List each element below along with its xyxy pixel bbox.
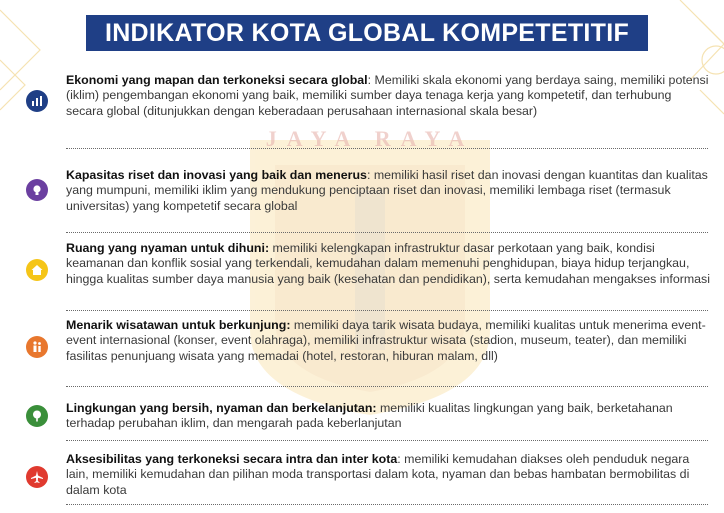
lightbulb-icon	[26, 179, 48, 201]
divider	[66, 232, 708, 233]
divider	[66, 148, 708, 149]
indicator-description: memiliki hasil riset dan inovasi dengan kuantitas dan kualitas yang mumpuni, memiliki iklim yang mendukung penciptaan riset dan inovasi, memiliki lembaga riset (termasuk universitas) yang kompetetif secara global	[66, 168, 708, 213]
indicator-heading: Aksesibilitas yang terkoneksi secara intra dan inter kota	[66, 452, 398, 466]
indicator-text: Kapasitas riset dan inovasi yang baik dan menerus: memiliki hasil riset dan inovasi dengan kuantitas dan kualitas yang mumpuni, memiliki iklim yang mendukung penciptaan riset dan inovasi, memiliki lembaga riset (termasuk universitas) yang kompetetif secara global	[66, 168, 708, 213]
page-title: INDIKATOR KOTA GLOBAL KOMPETETITIF	[86, 15, 648, 51]
indicator-text	[66, 241, 711, 287]
indicator-text: Ekonomi yang mapan dan terkoneksi secara global: Memiliki skala ekonomi yang berdaya saing, memiliki potensi (iklim) pengembangan ekonomi yang baik, memiliki sumber daya tenaga kerja yang kompetetif, dan terhubung secara global (ditunjukkan dengan keberadaan perusahaan internasional skala besar)	[66, 73, 709, 118]
divider	[66, 440, 708, 441]
divider	[66, 386, 708, 387]
indicator-heading: Ekonomi yang mapan dan terkoneksi secara global	[66, 73, 368, 87]
indicator-description: Memiliki skala ekonomi yang berdaya saing, memiliki potensi (iklim) pengembangan ekonomi yang baik, memiliki sumber daya tenaga kerja yang kompetetif, dan terhubung secara global (ditunjukkan dengan keberadaan perusahaan internasional skala besar)	[66, 73, 709, 118]
indicator-text	[66, 401, 711, 432]
watermark-text: JAYA RAYA	[265, 126, 475, 151]
indicator-text	[66, 318, 711, 364]
indicator-description: memiliki kelengkapan infrastruktur dasar perkotaan yang baik, kondisi keamanan dan konflik sosial yang terkendali, kemudahan dalam memenuhi penghidupan, biaya hidup terjangkau, hingga kualitas sumber daya manusia yang baik (kesehatan dan pendidikan), serta kemudahan mengakses informasi	[66, 241, 711, 286]
indicator-heading: Menarik wisatawan untuk berkunjung:	[66, 318, 291, 332]
indicator-description: memiliki kualitas lingkungan yang baik, berketahanan terhadap perubahan iklim, dan mengarah pada keberlanjutan	[66, 401, 673, 431]
tourist-icon	[26, 336, 48, 358]
tree-icon	[26, 405, 48, 427]
indicator-description: memiliki daya tarik wisata budaya, memiliki kualitas untuk menerima event-event internasional (konser, event olahraga), memiliki infrastruktur wisata (stadion, museum, teater), dan memiliki fasilitas penunjuang wisata yang memadai (hotel, restoran, hiburan malam, dll)	[66, 318, 706, 363]
indicator-text: Aksesibilitas yang terkoneksi secara intra dan inter kota: memiliki kemudahan diakses oleh penduduk negara lain, memiliki kemudahan dan pilihan moda transportasi dalam kota, nyaman dan bebas hambatan bermobilitas di dalam kota	[66, 452, 690, 497]
divider	[66, 504, 708, 505]
divider	[66, 310, 708, 311]
chart-icon	[26, 90, 48, 112]
indicator-heading: Lingkungan yang bersih, nyaman dan berkelanjutan:	[66, 401, 377, 415]
airplane-icon	[26, 466, 48, 488]
indicator-heading: Ruang yang nyaman untuk dihuni:	[66, 241, 270, 255]
home-icon	[26, 259, 48, 281]
indicator-heading: Kapasitas riset dan inovasi yang baik dan menerus	[66, 168, 367, 182]
indicator-description: memiliki kemudahan diakses oleh penduduk negara lain, memiliki kemudahan dan pilihan moda transportasi dalam kota, nyaman dan bebas hambatan bermobilitas di dalam kota	[66, 452, 690, 497]
